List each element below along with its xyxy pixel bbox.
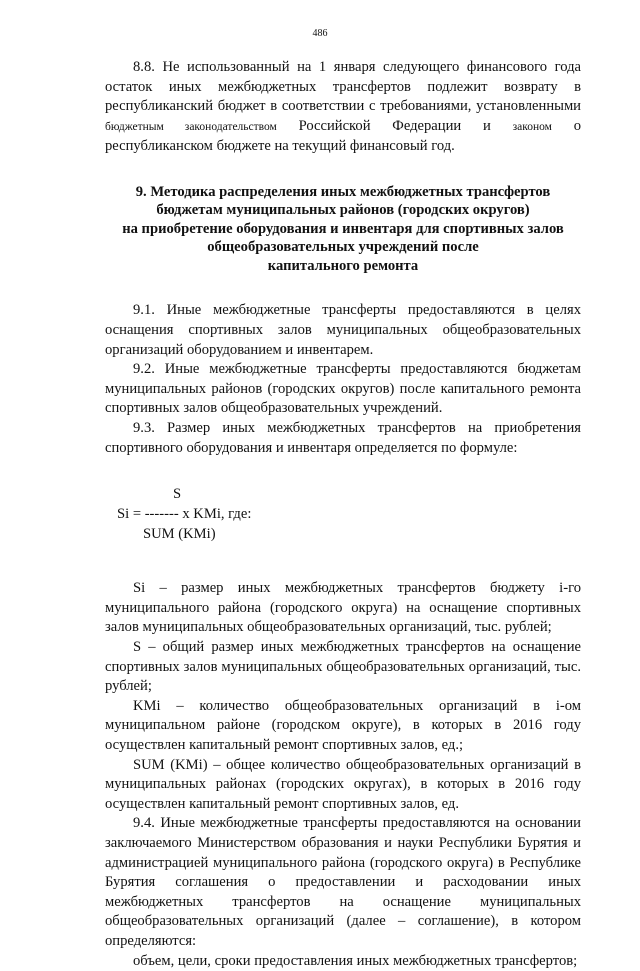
section-heading-line: 9. Методика распределения иных межбюджетных трансфертов xyxy=(105,183,581,202)
formula-main-line: Si = ------- x KMi, где: xyxy=(117,505,251,525)
formula-numerator: S xyxy=(173,485,181,505)
definition-s: S – общий размер иных межбюджетных трансфертов на оснащение спортивных залов муниципальных общеобразовательных организаций, тыс. рублей; xyxy=(105,638,581,697)
paragraph-8-8-part2: Российской Федерации и xyxy=(277,118,513,134)
section-heading xyxy=(105,183,581,276)
paragraph-9-4-item: объем, цели, сроки предоставления иных межбюджетных трансфертов; xyxy=(105,952,581,971)
paragraph-9-4: 9.4. Иные межбюджетные трансферты предоставляются на основании заключаемого Министерством образования и науки Республики Бурятия и администрацией муниципального района (городского округа) в Республике Бурятия соглашения о предоставлении и расходовании иных межбюджетных трансфертов на оснащение муниципальных общеобразовательных организаций (далее – соглашение), в котором определяются: xyxy=(105,814,581,951)
definition-si: Si – размер иных межбюджетных трансфертов бюджету i-го муниципального района (городского округа) на оснащение спортивных залов муниципальных общеобразовательных организаций, тыс. рублей; xyxy=(105,579,581,638)
paragraph-8-8-small1: бюджетным законодательством xyxy=(105,121,277,133)
definition-kmi: KMi – количество общеобразовательных организаций в i-ом муниципальном районе (городском округе), в которых в 2016 году осуществлен капитальный ремонт спортивных залов, ед.; xyxy=(105,697,581,756)
paragraph-9-3: 9.3. Размер иных межбюджетных трансфертов на приобретения спортивного оборудования и инвентаря определяется по формуле: xyxy=(105,419,581,458)
definition-sum: SUM (KMi) – общее количество общеобразовательных организаций в муниципальных районах (городских округах), в которых в 2016 году осуществлен капитальный ремонт спортивных залов, ед. xyxy=(105,756,581,815)
section-heading-line: на приобретение оборудования и инвентаря для спортивных залов xyxy=(105,220,581,239)
section-heading-line: бюджетам муниципальных районов (городских округов) xyxy=(105,201,581,220)
paragraph-8-8-small2: законом xyxy=(513,121,552,133)
page-number: 486 xyxy=(0,28,640,39)
document-body xyxy=(105,58,581,971)
paragraph-8-8-part3: о республиканском бюджете на текущий финансовый год. xyxy=(105,118,581,155)
section-heading-line: капитального ремонта xyxy=(105,257,581,276)
paragraph-8-8 xyxy=(105,58,581,157)
paragraph-9-1: 9.1. Иные межбюджетные трансферты предоставляются в целях оснащения спортивных залов муниципальных общеобразовательных организаций оборудованием и инвентарем. xyxy=(105,301,581,360)
formula-denominator: SUM (KMi) xyxy=(143,525,216,545)
paragraph-9-2: 9.2. Иные межбюджетные трансферты предоставляются бюджетам муниципальных районов (городских округов) после капитального ремонта спортивных залов общеобразовательных учреждений. xyxy=(105,360,581,419)
section-heading-line: общеобразовательных учреждений после xyxy=(105,238,581,257)
formula xyxy=(105,485,581,551)
paragraph-8-8-part1: 8.8. Не использованный на 1 января следующего финансового года остаток иных межбюджетных трансфертов подлежит возврату в республиканский бюджет в соответствии с требованиями, установленными xyxy=(105,59,581,114)
